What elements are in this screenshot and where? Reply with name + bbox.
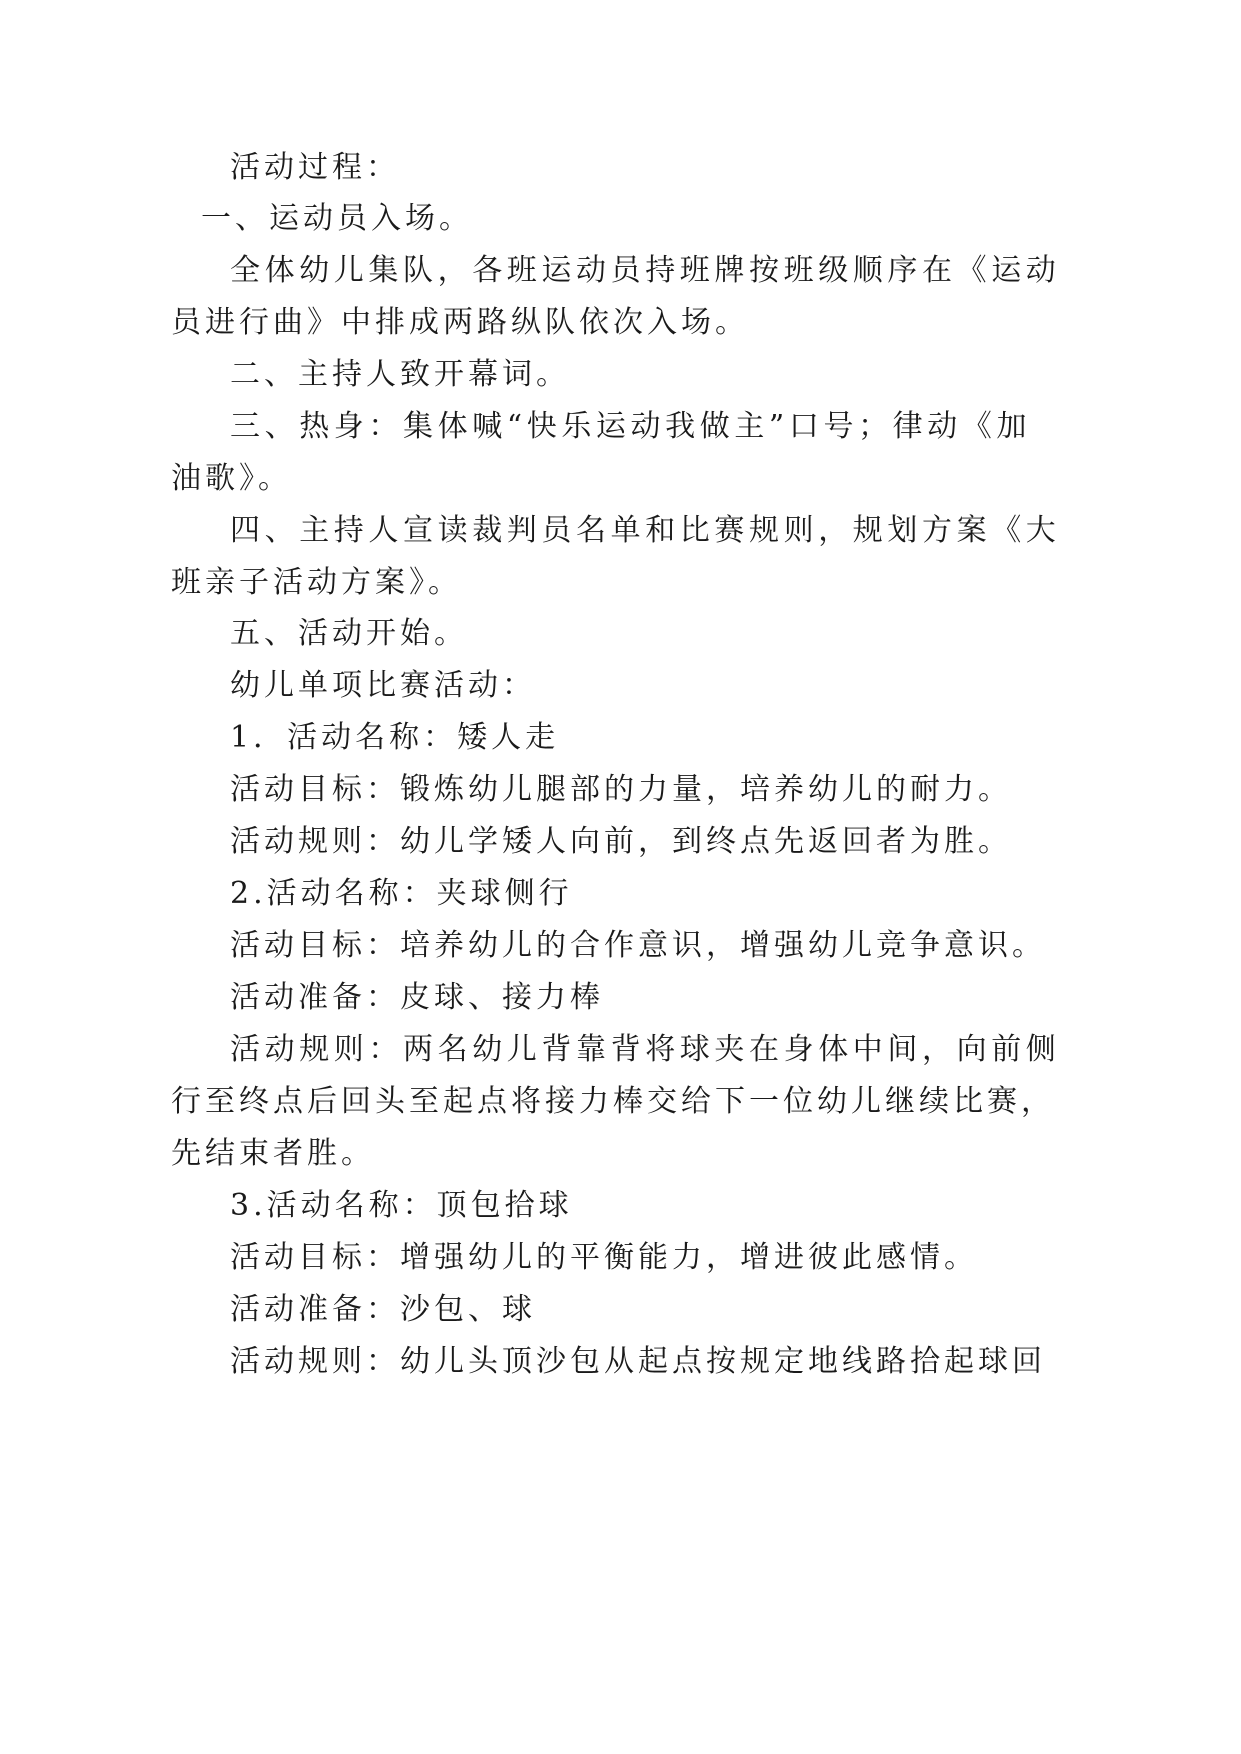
- text-line: 员进行曲》中排成两路纵队依次入场。: [171, 305, 749, 340]
- text-line: 2.活动名称：夹球侧行: [230, 876, 573, 911]
- text-line: 活动规则：幼儿头顶沙包从起点按规定地线路拾起球回: [230, 1344, 1046, 1379]
- text-line: 1．活动名称：矮人走: [230, 720, 560, 755]
- text-line: 活动目标：锻炼幼儿腿部的力量，培养幼儿的耐力。: [230, 772, 1012, 807]
- text-line: 先结束者胜。: [171, 1136, 375, 1171]
- text-line: 五、活动开始。: [230, 616, 468, 651]
- text-line: 一、运动员入场。: [201, 201, 473, 236]
- text-line: 油歌》。: [171, 461, 292, 496]
- text-line: 活动目标：培养幼儿的合作意识，增强幼儿竞争意识。: [230, 928, 1046, 963]
- text-line: 行至终点后回头至起点将接力棒交给下一位幼儿继续比赛，: [171, 1084, 1055, 1119]
- text-line: 全体幼儿集队，各班运动员持班牌按班级顺序在《运动: [230, 253, 1061, 288]
- text-line: 活动规则：幼儿学矮人向前，到终点先返回者为胜。: [230, 824, 1012, 859]
- text-line: 3.活动名称：顶包拾球: [230, 1188, 573, 1223]
- text-line: 班亲子活动方案》。: [171, 565, 462, 600]
- text-line: 活动过程：: [230, 150, 400, 185]
- text-line: 活动准备：沙包、球: [230, 1292, 536, 1327]
- text-line: 活动准备：皮球、接力棒: [230, 980, 604, 1015]
- text-line: 二、主持人致开幕词。: [230, 357, 570, 392]
- text-line: 幼儿单项比赛活动：: [230, 668, 536, 703]
- text-line: 活动规则：两名幼儿背靠背将球夹在身体中间，向前侧: [230, 1032, 1061, 1067]
- text-line: 四、主持人宣读裁判员名单和比赛规则，规划方案《大: [230, 513, 1061, 548]
- text-line: 三、热身：集体喊“快乐运动我做主”口号；律动《加: [230, 409, 1032, 444]
- text-line: 活动目标：增强幼儿的平衡能力，增进彼此感情。: [230, 1240, 978, 1275]
